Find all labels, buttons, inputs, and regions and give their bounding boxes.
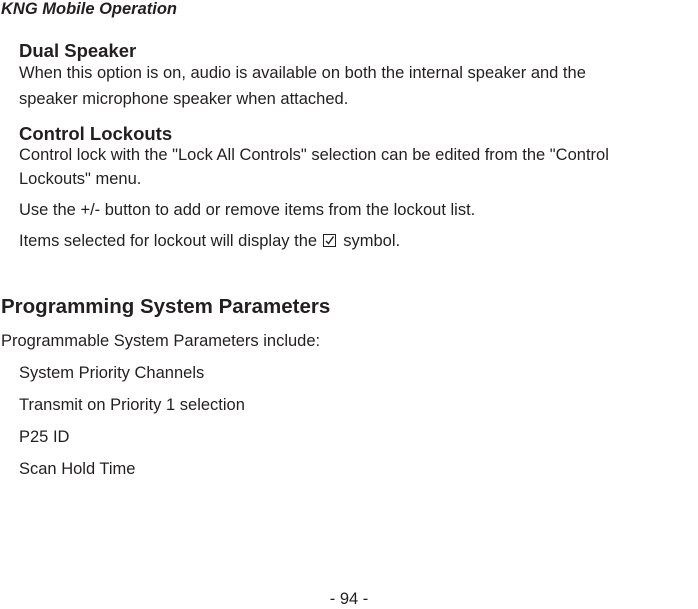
lockout-symbol-note [19, 232, 400, 251]
control-lockouts-text-line-2: Lockouts" menu. [19, 170, 142, 188]
list-item: Transmit on Priority 1 selection [19, 396, 245, 414]
running-header: KNG Mobile Operation [1, 0, 178, 18]
list-item: P25 ID [19, 428, 70, 446]
dual-speaker-heading: Dual Speaker [19, 40, 137, 61]
programming-section-title: Programming System Parameters [1, 295, 331, 318]
control-lockouts-text-line-1: Control lock with the "Lock All Controls" selection can be edited from the "Control [19, 146, 609, 164]
programming-intro: Programmable System Parameters include: [1, 332, 321, 350]
list-item: Scan Hold Time [19, 460, 136, 478]
control-lockouts-heading: Control Lockouts [19, 123, 173, 144]
lockout-symbol-note-before: Items selected for lockout will display the [19, 232, 318, 250]
checked-box-icon [323, 234, 336, 247]
list-item: System Priority Channels [19, 364, 205, 382]
page-number: - 94 - [329, 590, 369, 608]
dual-speaker-text-line-2: speaker microphone speaker when attached. [19, 90, 349, 108]
lockout-symbol-note-after: symbol. [343, 232, 401, 250]
dual-speaker-text-line-1: When this option is on, audio is available on both the internal speaker and the [19, 64, 586, 82]
lockout-instruction: Use the +/- button to add or remove items from the lockout list. [19, 201, 476, 219]
